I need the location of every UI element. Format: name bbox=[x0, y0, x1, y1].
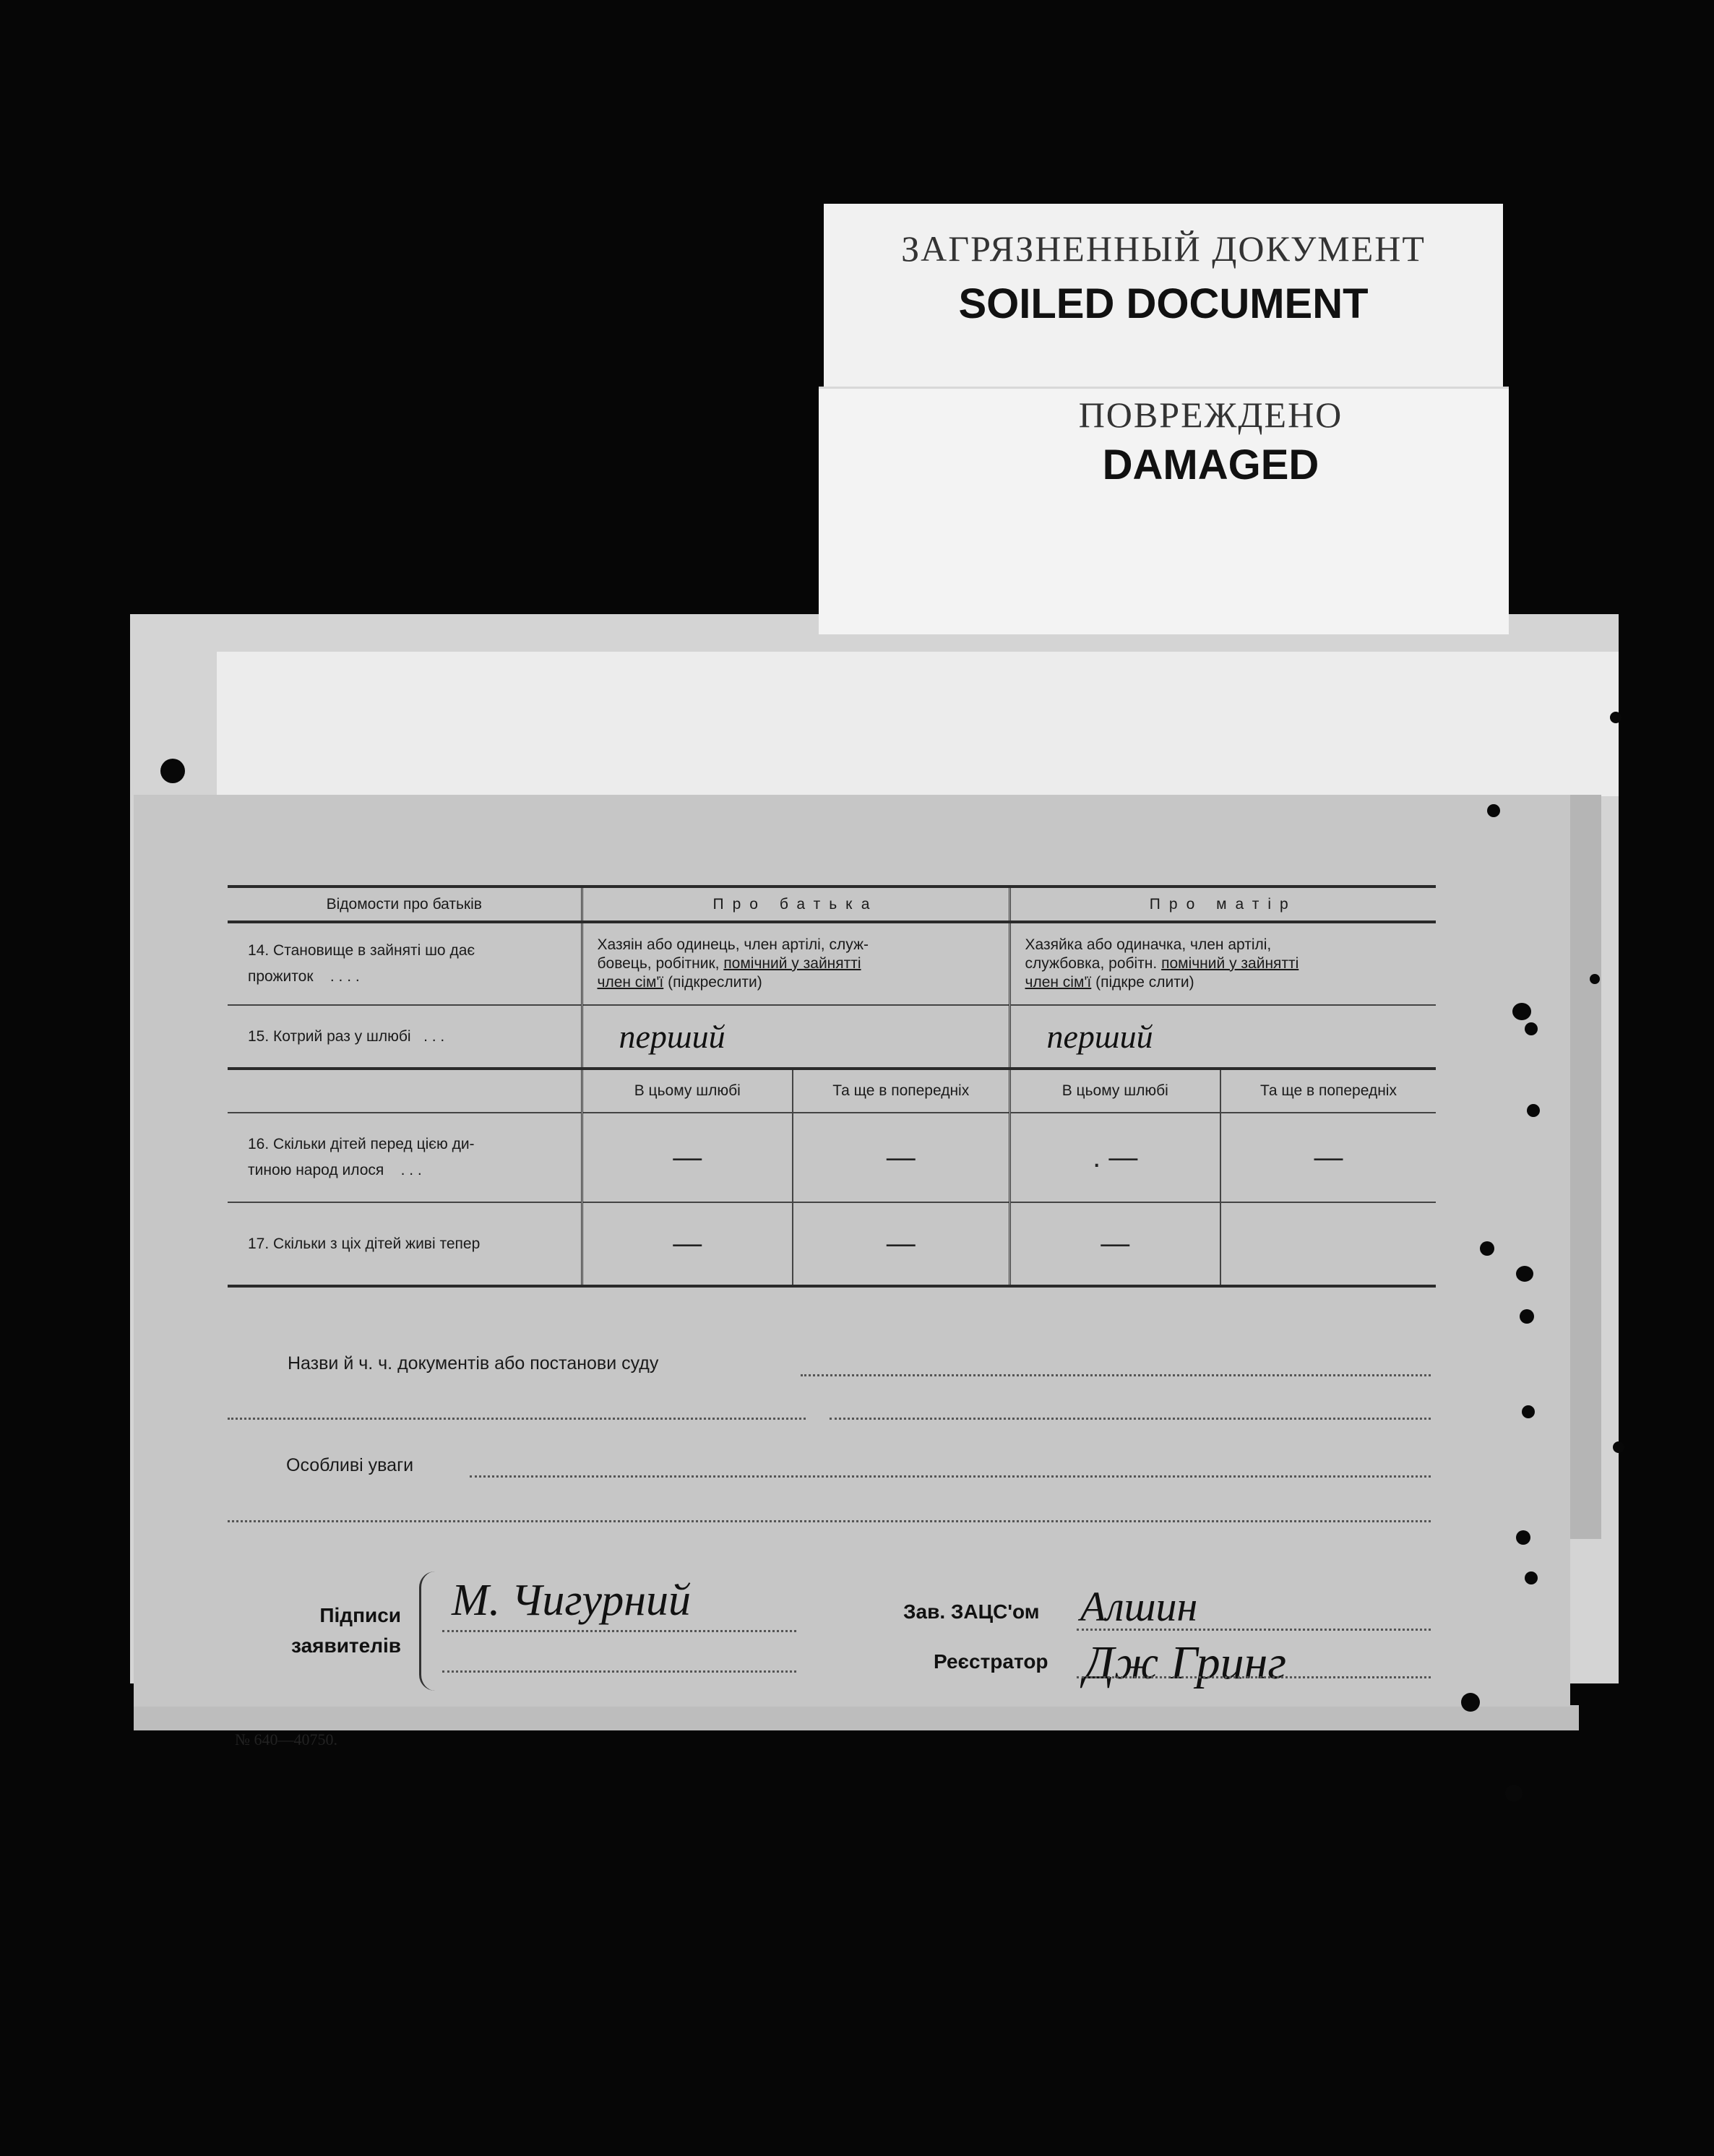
binding-hole bbox=[1505, 1785, 1523, 1802]
children-alive-father-previous: — bbox=[793, 1202, 1009, 1286]
header-parents-info: Відомости про батьків bbox=[228, 887, 582, 922]
documents-label: Назви й ч. ч. документів або постанови суду bbox=[288, 1353, 659, 1374]
father-occupation-options: Хазяін або одинець, член артілі, служ- бовець, робітник, помічний у зайнятті член сім'ї (підкреслити) bbox=[582, 922, 1009, 1005]
parents-info-table bbox=[228, 885, 1436, 1288]
binding-hole bbox=[1487, 804, 1500, 817]
binding-hole bbox=[1522, 1405, 1535, 1418]
marriage-count-label: 15. Котрий раз у шлюбі bbox=[248, 1027, 411, 1045]
children-alive-father-current: — bbox=[582, 1202, 793, 1286]
remarks-label: Особливі уваги bbox=[286, 1455, 414, 1475]
form-print-number: № 640—40750. bbox=[235, 1730, 337, 1748]
registrar-line bbox=[1077, 1676, 1431, 1678]
binding-hole bbox=[1613, 1441, 1624, 1453]
registry-head-line bbox=[1077, 1629, 1431, 1631]
row-marriage-count: 15. Котрий раз у шлюбі . . . перший перший bbox=[228, 1005, 1436, 1069]
remarks-line-1 bbox=[470, 1475, 1431, 1478]
documents-line-1 bbox=[801, 1374, 1431, 1376]
mother-previous-marriages-header: Та ще в попередніх bbox=[1220, 1069, 1436, 1113]
row-children-born: 16. Скільки дітей перед цією ди- тиною народ илося . . . — — . — — bbox=[228, 1113, 1436, 1202]
registrar-label: Реєстратор bbox=[934, 1650, 1048, 1673]
applicant-signature: М. Чигурний bbox=[452, 1576, 692, 1625]
damaged-label-english: DAMAGED bbox=[1102, 441, 1319, 488]
children-alive-mother-current: — bbox=[1009, 1202, 1220, 1286]
children-alive-label: 17. Скільки з ціх дітей живі тепер bbox=[248, 1235, 481, 1252]
binding-hole bbox=[1512, 1003, 1531, 1020]
paper-slip bbox=[217, 652, 1619, 796]
children-alive-mother-previous bbox=[1220, 1202, 1436, 1286]
registrar-signature: Дж Гринг bbox=[1084, 1637, 1287, 1689]
mother-marriage-count: перший bbox=[1009, 1005, 1436, 1069]
mother-occupation-options: Хазяйка або одиначка, член артілі, службовка, робітн. помічний у зайнятті член сім'ї (підкре слити) bbox=[1009, 922, 1436, 1005]
applicants-signature-label-cont: заявителів bbox=[291, 1634, 401, 1657]
header-father: Про батька bbox=[582, 887, 1009, 922]
soiled-label-russian: ЗАГРЯЗНЕННЫЙ ДОКУМЕНТ bbox=[901, 228, 1426, 269]
documents-line-2a bbox=[228, 1418, 806, 1420]
damaged-label-russian: ПОВРЕЖДЕНО bbox=[1078, 394, 1343, 435]
occupation-label: 14. Становище в зайняті шо дає bbox=[248, 942, 475, 959]
applicant-signature-line-1 bbox=[442, 1630, 796, 1632]
children-born-label: 16. Скільки дітей перед цією ди- bbox=[248, 1136, 475, 1152]
registry-head-signature: Алшин bbox=[1080, 1583, 1198, 1630]
children-subheader-row bbox=[228, 1069, 1436, 1113]
binding-hole bbox=[1461, 1693, 1480, 1712]
row-occupation bbox=[228, 922, 1436, 1005]
children-born-mother-current: . — bbox=[1009, 1113, 1220, 1202]
mother-current-marriage-header: В цьому шлюбі bbox=[1009, 1069, 1220, 1113]
binding-hole bbox=[1525, 1571, 1538, 1584]
children-born-father-previous: — bbox=[793, 1113, 1009, 1202]
father-marriage-count: перший bbox=[582, 1005, 1009, 1069]
documents-line-2b bbox=[830, 1418, 1431, 1420]
table-header-row bbox=[228, 887, 1436, 922]
binding-hole bbox=[1610, 712, 1622, 723]
father-previous-marriages-header: Та ще в попередніх bbox=[793, 1069, 1009, 1113]
soiled-document-label bbox=[824, 204, 1503, 392]
occupation-dots: . . . . bbox=[330, 968, 360, 985]
soiled-label-english: SOILED DOCUMENT bbox=[958, 280, 1369, 327]
registry-head-label: Зав. ЗАЦС'ом bbox=[903, 1600, 1040, 1623]
binding-hole bbox=[1525, 1022, 1538, 1035]
binding-hole bbox=[160, 759, 185, 783]
binding-hole bbox=[1480, 1241, 1494, 1256]
remarks-line-2 bbox=[228, 1520, 1431, 1522]
binding-hole bbox=[1590, 974, 1600, 984]
binding-hole bbox=[1516, 1266, 1533, 1282]
binding-hole bbox=[1516, 1530, 1530, 1545]
binding-hole bbox=[1527, 1104, 1540, 1117]
bottom-sheet-edge bbox=[134, 1705, 1579, 1730]
applicant-signature-line-2 bbox=[442, 1670, 796, 1673]
father-current-marriage-header: В цьому шлюбі bbox=[582, 1069, 793, 1113]
applicants-signature-label: Підписи bbox=[319, 1604, 401, 1626]
binding-hole bbox=[1520, 1309, 1534, 1324]
row-children-alive bbox=[228, 1202, 1436, 1286]
children-born-mother-previous: — bbox=[1220, 1113, 1436, 1202]
header-mother: Про матір bbox=[1009, 887, 1436, 922]
occupation-label-cont: прожиток bbox=[248, 968, 314, 985]
applicants-brace bbox=[419, 1571, 437, 1691]
children-born-father-current: — bbox=[582, 1113, 793, 1202]
damaged-label bbox=[819, 387, 1509, 634]
